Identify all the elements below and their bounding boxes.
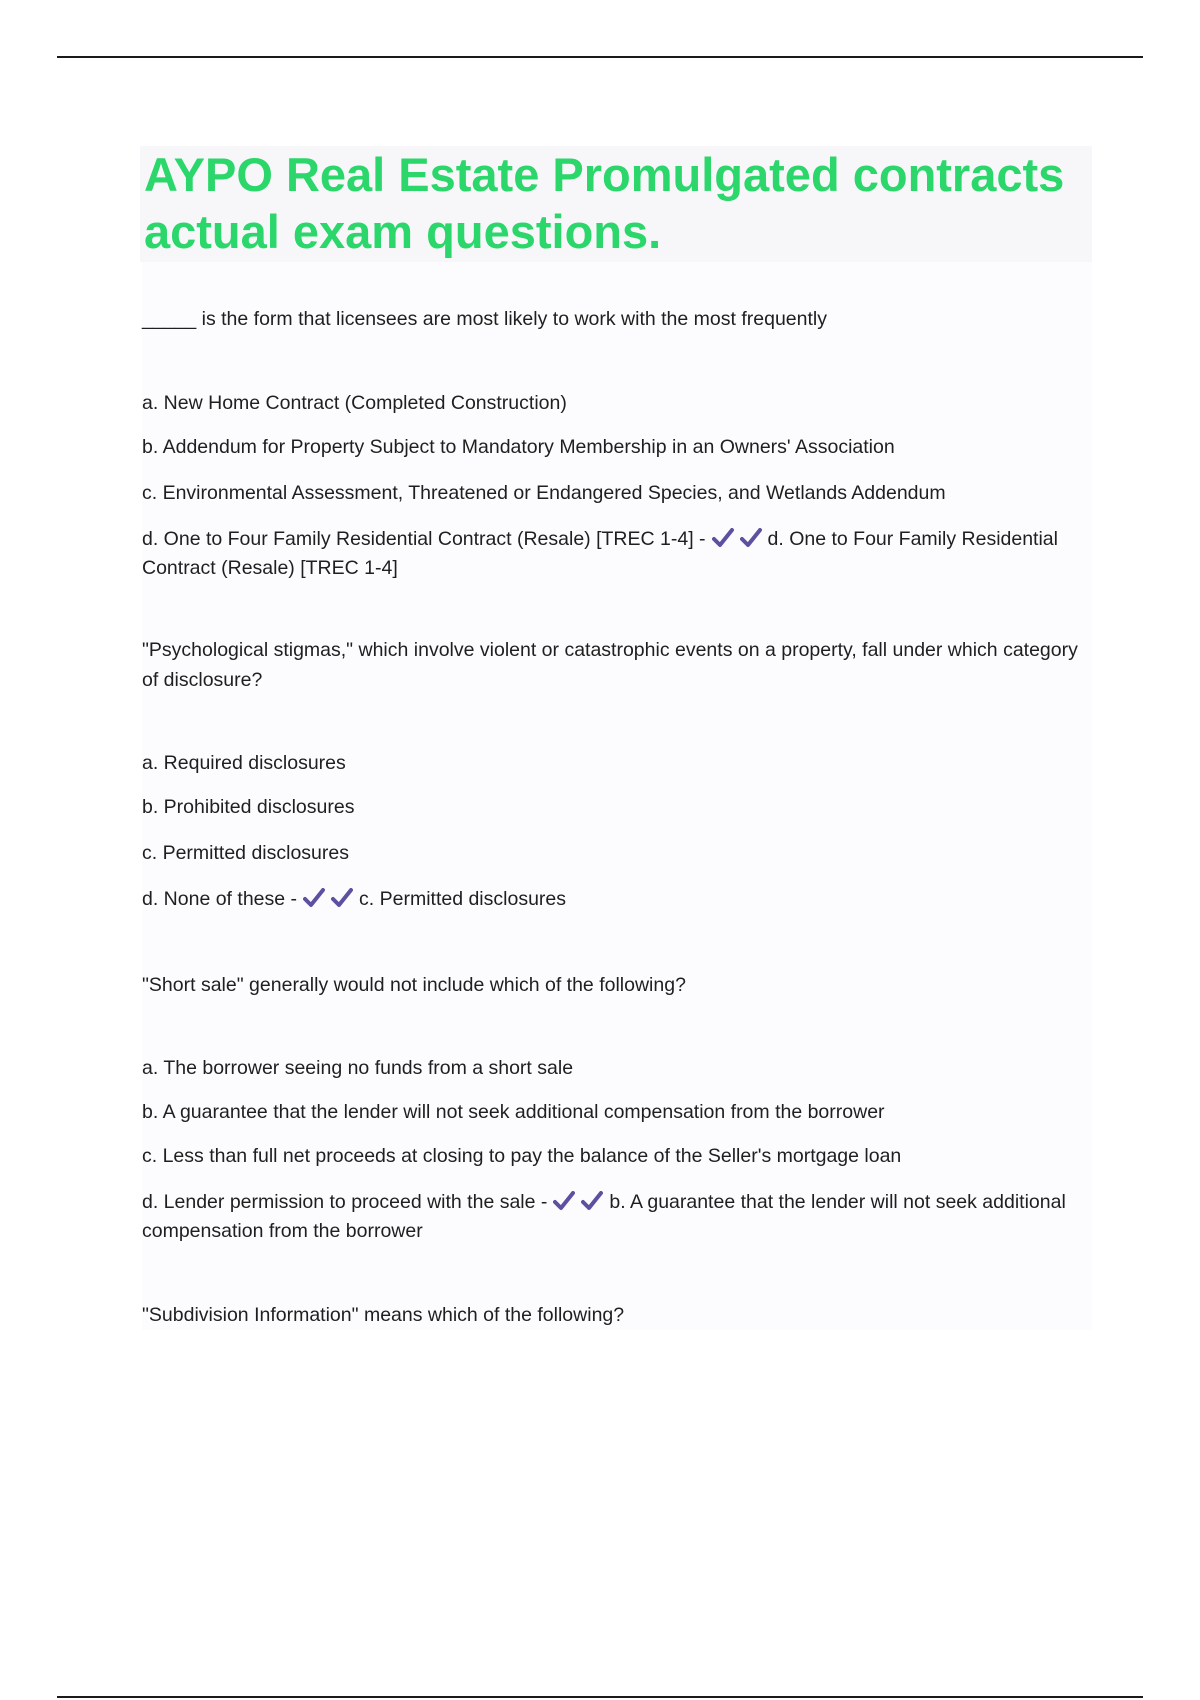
option-list [142, 1054, 1092, 1246]
option-a: a. New Home Contract (Completed Construction) [142, 392, 567, 414]
check-icon [553, 1191, 575, 1211]
option-a: a. Required disclosures [142, 752, 346, 774]
check-icon [581, 1191, 603, 1211]
answer-text: c. Permitted disclosures [359, 888, 567, 910]
check-icon [303, 888, 325, 908]
option-d: d. One to Four Family Residential Contract (Resale) [TREC 1-4] - [142, 528, 706, 550]
question-2 [142, 635, 1092, 914]
question-3 [142, 970, 1092, 1246]
option-d: d. Lender permission to proceed with the sale - [142, 1191, 548, 1213]
check-icon [331, 888, 353, 908]
option-b: b. Addendum for Property Subject to Mandatory Membership in an Owners' Association [142, 436, 895, 458]
check-icon [712, 528, 734, 548]
answer-text: b. A guarantee that the lender will not seek additional compensation from the borrower [142, 1191, 1066, 1242]
option-list [142, 389, 1092, 583]
option-d: d. None of these - [142, 888, 298, 910]
title-block [140, 146, 1092, 262]
check-icon [740, 528, 762, 548]
option-list [142, 749, 1092, 914]
option-c: c. Less than full net proceeds at closing to pay the balance of the Seller's mortgage loan [142, 1145, 902, 1167]
option-c: c. Environmental Assessment, Threatened or Endangered Species, and Wetlands Addendum [142, 482, 946, 504]
question-prompt: "Psychological stigmas," which involve violent or catastrophic events on a property, fall under which category of disclosure? [142, 639, 1078, 691]
question-1 [142, 304, 1092, 583]
option-d-with-answer [142, 1188, 1092, 1246]
option-b: b. Prohibited disclosures [142, 796, 355, 818]
option-a: a. The borrower seeing no funds from a short sale [142, 1057, 574, 1079]
option-d-with-answer [142, 525, 1092, 583]
question-prompt: _____ is the form that licensees are most likely to work with the most frequently [142, 308, 827, 330]
answer-text: d. One to Four Family Residential Contract (Resale) [TREC 1-4] [142, 528, 1058, 579]
header-rule [57, 56, 1143, 58]
option-d-with-answer [142, 885, 1092, 914]
document-body [142, 146, 1092, 1330]
document-title: AYPO Real Estate Promulgated contracts actual exam questions. [144, 148, 1065, 258]
option-c: c. Permitted disclosures [142, 842, 349, 864]
option-b: b. A guarantee that the lender will not seek additional compensation from the borrower [142, 1101, 885, 1123]
question-prompt: "Subdivision Information" means which of the following? [142, 1304, 625, 1326]
footer-rule [57, 1696, 1143, 1698]
question-prompt: "Short sale" generally would not include which of the following? [142, 974, 686, 996]
question-4 [142, 1300, 1092, 1330]
